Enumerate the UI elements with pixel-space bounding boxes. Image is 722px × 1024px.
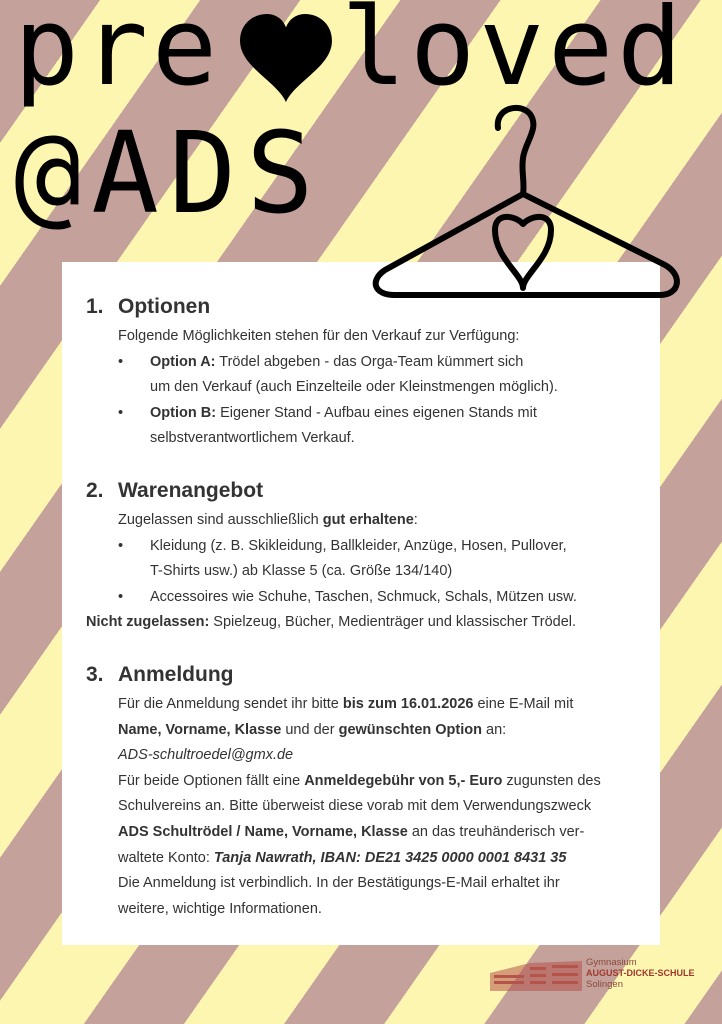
option-label: Option B: <box>150 404 217 421</box>
text: Für beide Optionen fällt eine <box>118 772 305 789</box>
text-line: Schulvereins an. Bitte überweist diese vorab mit dem Verwendungszweck <box>118 798 592 815</box>
text-bold: gut erhaltene <box>322 511 414 528</box>
intro-text <box>118 508 640 534</box>
text: Spielzeug, Bücher, Medienträger und klassischer Trödel. <box>209 614 577 631</box>
text: eine E-Mail mit <box>473 695 574 712</box>
heart-icon <box>238 14 334 104</box>
text: an: <box>481 721 507 738</box>
title-ads: @ADS <box>14 109 324 239</box>
text: an das treuhänderisch ver- <box>407 823 585 840</box>
bullet: • <box>118 404 124 421</box>
text: : <box>413 511 418 528</box>
text-line <box>118 846 640 872</box>
text-line: weitere, wichtige Informationen. <box>118 900 322 917</box>
bullet: • <box>118 353 124 370</box>
title-preloved <box>14 0 687 110</box>
logo-line: Gymnasium <box>586 956 637 968</box>
section-title: Anmeldung <box>118 662 234 686</box>
logo-line: Solingen <box>586 978 623 990</box>
text-bold: gewünschten Option <box>338 721 482 738</box>
option-text: selbstverantwortlichem Verkauf. <box>150 430 355 447</box>
text-line <box>118 692 640 718</box>
email-link[interactable] <box>118 743 640 769</box>
text: und der <box>281 721 339 738</box>
payment-reference: ADS Schultrödel / Name, Vorname, Klasse <box>118 823 408 840</box>
section-number: 3. <box>86 662 104 686</box>
text-line <box>118 718 640 744</box>
section-title: Warenangebot <box>118 478 264 502</box>
section-warenangebot <box>86 476 640 636</box>
text: Zugelassen sind ausschließlich <box>118 511 323 528</box>
item-text: T-Shirts usw.) ab Klasse 5 (ca. Größe 134/140) <box>150 563 453 580</box>
section-number: 1. <box>86 295 104 318</box>
option-text: Trödel abgeben - das Orga-Team kümmert sich <box>215 353 524 370</box>
text: waltete Konto: <box>118 849 214 866</box>
bullet: • <box>118 537 124 554</box>
intro-text: Folgende Möglichkeiten stehen für den Verkauf zur Verfügung: <box>118 328 520 344</box>
text: zugunsten des <box>502 772 601 789</box>
section-anmeldung <box>86 660 640 922</box>
school-logo <box>490 955 695 991</box>
bullet: • <box>118 588 124 605</box>
text-line <box>118 769 640 795</box>
fee: Anmeldegebühr von 5,- Euro <box>304 772 503 789</box>
title-loved: loved <box>341 0 687 110</box>
section-number: 2. <box>86 478 104 502</box>
list-item <box>118 534 640 585</box>
text-bold: Nicht zugelassen: <box>86 614 210 631</box>
info-card <box>62 262 660 945</box>
section-heading <box>86 476 640 506</box>
text: Für die Anmeldung sendet ihr bitte <box>118 695 343 712</box>
email-address[interactable]: ADS-schultroedel@gmx.de <box>118 747 294 764</box>
text-line <box>118 820 640 846</box>
section-optionen <box>86 292 640 452</box>
text-line: Die Anmeldung ist verbindlich. In der Bestätigungs-E-Mail erhaltet ihr <box>118 875 560 892</box>
list-item <box>118 401 640 452</box>
section-title: Optionen <box>118 295 211 318</box>
deadline: bis zum 16.01.2026 <box>342 695 474 712</box>
list-item <box>118 585 640 611</box>
logo-school-name: AUGUST-DICKE-SCHULE <box>586 967 695 978</box>
item-text: Accessoires wie Schuhe, Taschen, Schmuck, Schals, Mützen usw. <box>150 588 577 605</box>
option-text: Eigener Stand - Aufbau eines eigenen Stands mit <box>216 404 537 421</box>
school-building-icon <box>490 955 582 991</box>
bank-account: Tanja Nawrath, IBAN: DE21 3425 0000 0001 8431 35 <box>213 849 567 866</box>
title-pre: pre <box>14 0 222 110</box>
list-item <box>118 350 640 401</box>
item-text: Kleidung (z. B. Skikleidung, Ballkleider, Anzüge, Hosen, Pullover, <box>150 537 567 554</box>
text-bold: Name, Vorname, Klasse <box>118 721 282 738</box>
not-allowed-text <box>86 610 640 636</box>
hanger-icon <box>365 100 685 300</box>
section-heading <box>86 660 640 690</box>
option-text: um den Verkauf (auch Einzelteile oder Kleinstmengen möglich). <box>150 379 558 396</box>
option-label: Option A: <box>150 353 216 370</box>
